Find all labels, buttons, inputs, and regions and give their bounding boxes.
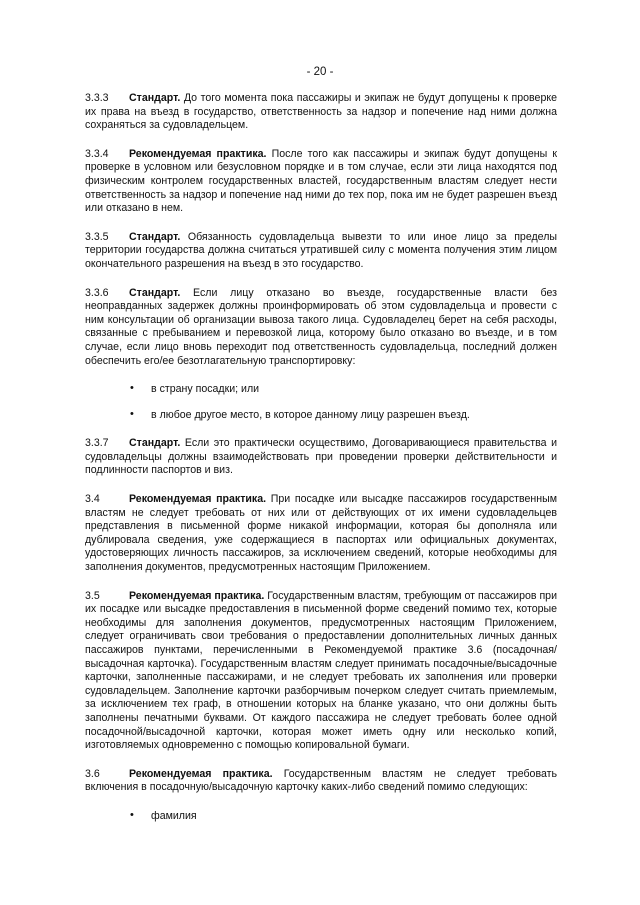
paragraph-lead: Рекомендуемая практика.	[129, 147, 267, 160]
paragraph-number: 3.3.3	[85, 92, 109, 104]
list-item	[85, 409, 557, 423]
paragraph-lead: Рекомендуемая практика.	[129, 767, 273, 780]
paragraph-3-4	[85, 493, 557, 575]
paragraph-number: 3.3.4	[85, 147, 109, 160]
paragraph-number: 3.3.5	[85, 230, 109, 243]
paragraph-text: При посадке или высадке пассажиров государственным властям не следует требовать от них или от действующих от их имени судовладельцев представления в письменной форме никакой информации, которая бы дополняла или дублировала сведения, уже содержащиеся в паспортах или официальных документах, удостоверяющих личность пассажиров, за исключением сведений, которые необходимы для заполнения документов, предусмотренных настоящим Приложением.	[85, 493, 557, 574]
paragraph-lead: Стандарт.	[129, 92, 181, 104]
paragraph-lead: Стандарт.	[129, 437, 181, 450]
bullet-icon: •	[130, 407, 134, 420]
list-item-text: в страну посадки; или	[151, 383, 260, 396]
paragraph-3-3-4	[85, 148, 557, 216]
paragraph-3-3-7	[85, 437, 557, 478]
paragraph-text: Государственным властям, требующим от пассажиров при их посадке или высадке предоставления в письменной форме сведений помимо тех, которые необходимы для заполнения документов, предусмотренных настоящим Приложением, следует ограничивать свои требования о предоставлении дополнительных личных данных пассажиров пунктами, перечисленными в Рекомендуемой практике 3.6 (посадочная/высадочная карточка). Государственным властям следует принимать посадочные/высадочные карточки, заполненные пассажирами, и не следует требовать их заполнения или проверки судовладельцем. Заполнение карточки разборчивым почерком следует считать приемлемым, за исключением тех граф, в отношении которых на бланке указано, что они должны быть заполнены печатными буквами. От каждого пассажира не следует требовать более одной посадочной/высадочной карточки, которая может иметь одну или несколько копий, изготовляемых одновременно с помощью копировальной бумаги.	[85, 589, 557, 752]
list-item	[85, 383, 557, 397]
paragraph-text: Государственным властям не следует требовать включения в посадочную/высадочную карточку каких-либо сведений помимо следующих:	[85, 767, 557, 794]
paragraph-lead: Рекомендуемая практика.	[129, 493, 267, 506]
list-item-text: фамилия	[151, 809, 197, 822]
list-item	[85, 810, 557, 824]
paragraph-text: Обязанность судовладельца вывезти то или иное лицо за пределы территории государства должна считаться утратившей силу с момента получения этим лицом окончательного разрешения на въезд в это государство.	[85, 230, 557, 270]
document-body	[85, 92, 557, 836]
page-number: - 20 -	[306, 66, 334, 78]
paragraph-lead: Стандарт.	[129, 230, 181, 243]
paragraph-lead: Рекомендуемая практика.	[129, 589, 265, 602]
paragraph-number: 3.3.6	[85, 286, 109, 299]
paragraph-3-3-3	[85, 92, 557, 133]
bullet-icon: •	[130, 382, 134, 395]
paragraph-text: Если это практически осуществимо, Договаривающиеся правительства и судовладельцы должны взаимодействовать при проведении проверки действительности и подлинности паспортов и виз.	[85, 437, 557, 477]
paragraph-lead: Стандарт.	[129, 286, 181, 299]
paragraph-number: 3.6	[85, 767, 100, 780]
bullet-icon: •	[130, 808, 134, 821]
paragraph-number: 3.4	[85, 493, 100, 506]
paragraph-number: 3.5	[85, 589, 100, 602]
paragraph-text: Если лицу отказано во въезде, государственные власти без неоправданных задержек должны проинформировать об этом судовладельца и провести с ним консультации об организации вывоза такого лица. Судовладелец берет на себя расходы, связанные с пребыванием и перевозкой лица, которому было отказано во въезде, и в том случае, если лицо вновь переходит под ответственность судовладельца, последний должен обеспечить его/ее безотлагательную транспортировку:	[85, 286, 557, 367]
paragraph-3-3-5	[85, 231, 557, 272]
paragraph-3-5	[85, 590, 557, 753]
paragraph-3-3-6	[85, 287, 557, 369]
list-item-text: в любое другое место, в которое данному лицу разрешен въезд.	[151, 408, 470, 421]
paragraph-text: До того момента пока пассажиры и экипаж не будут допущены к проверке их права на въезд в государство, ответственность за надзор и попечение над ними должна сохраняться за судовладельцем.	[85, 92, 557, 132]
paragraph-3-6	[85, 768, 557, 795]
paragraph-number: 3.3.7	[85, 437, 109, 450]
paragraph-text: После того как пассажиры и экипаж будут допущены к проверке в условном или безусловном порядке и в том случае, если эти лица находятся под физическим контролем государственных властей, государственным властям следует нести ответственность за надзор и попечение над ними до тех пор, пока им не будет разрешен въезд или отказано в нем.	[85, 147, 557, 215]
